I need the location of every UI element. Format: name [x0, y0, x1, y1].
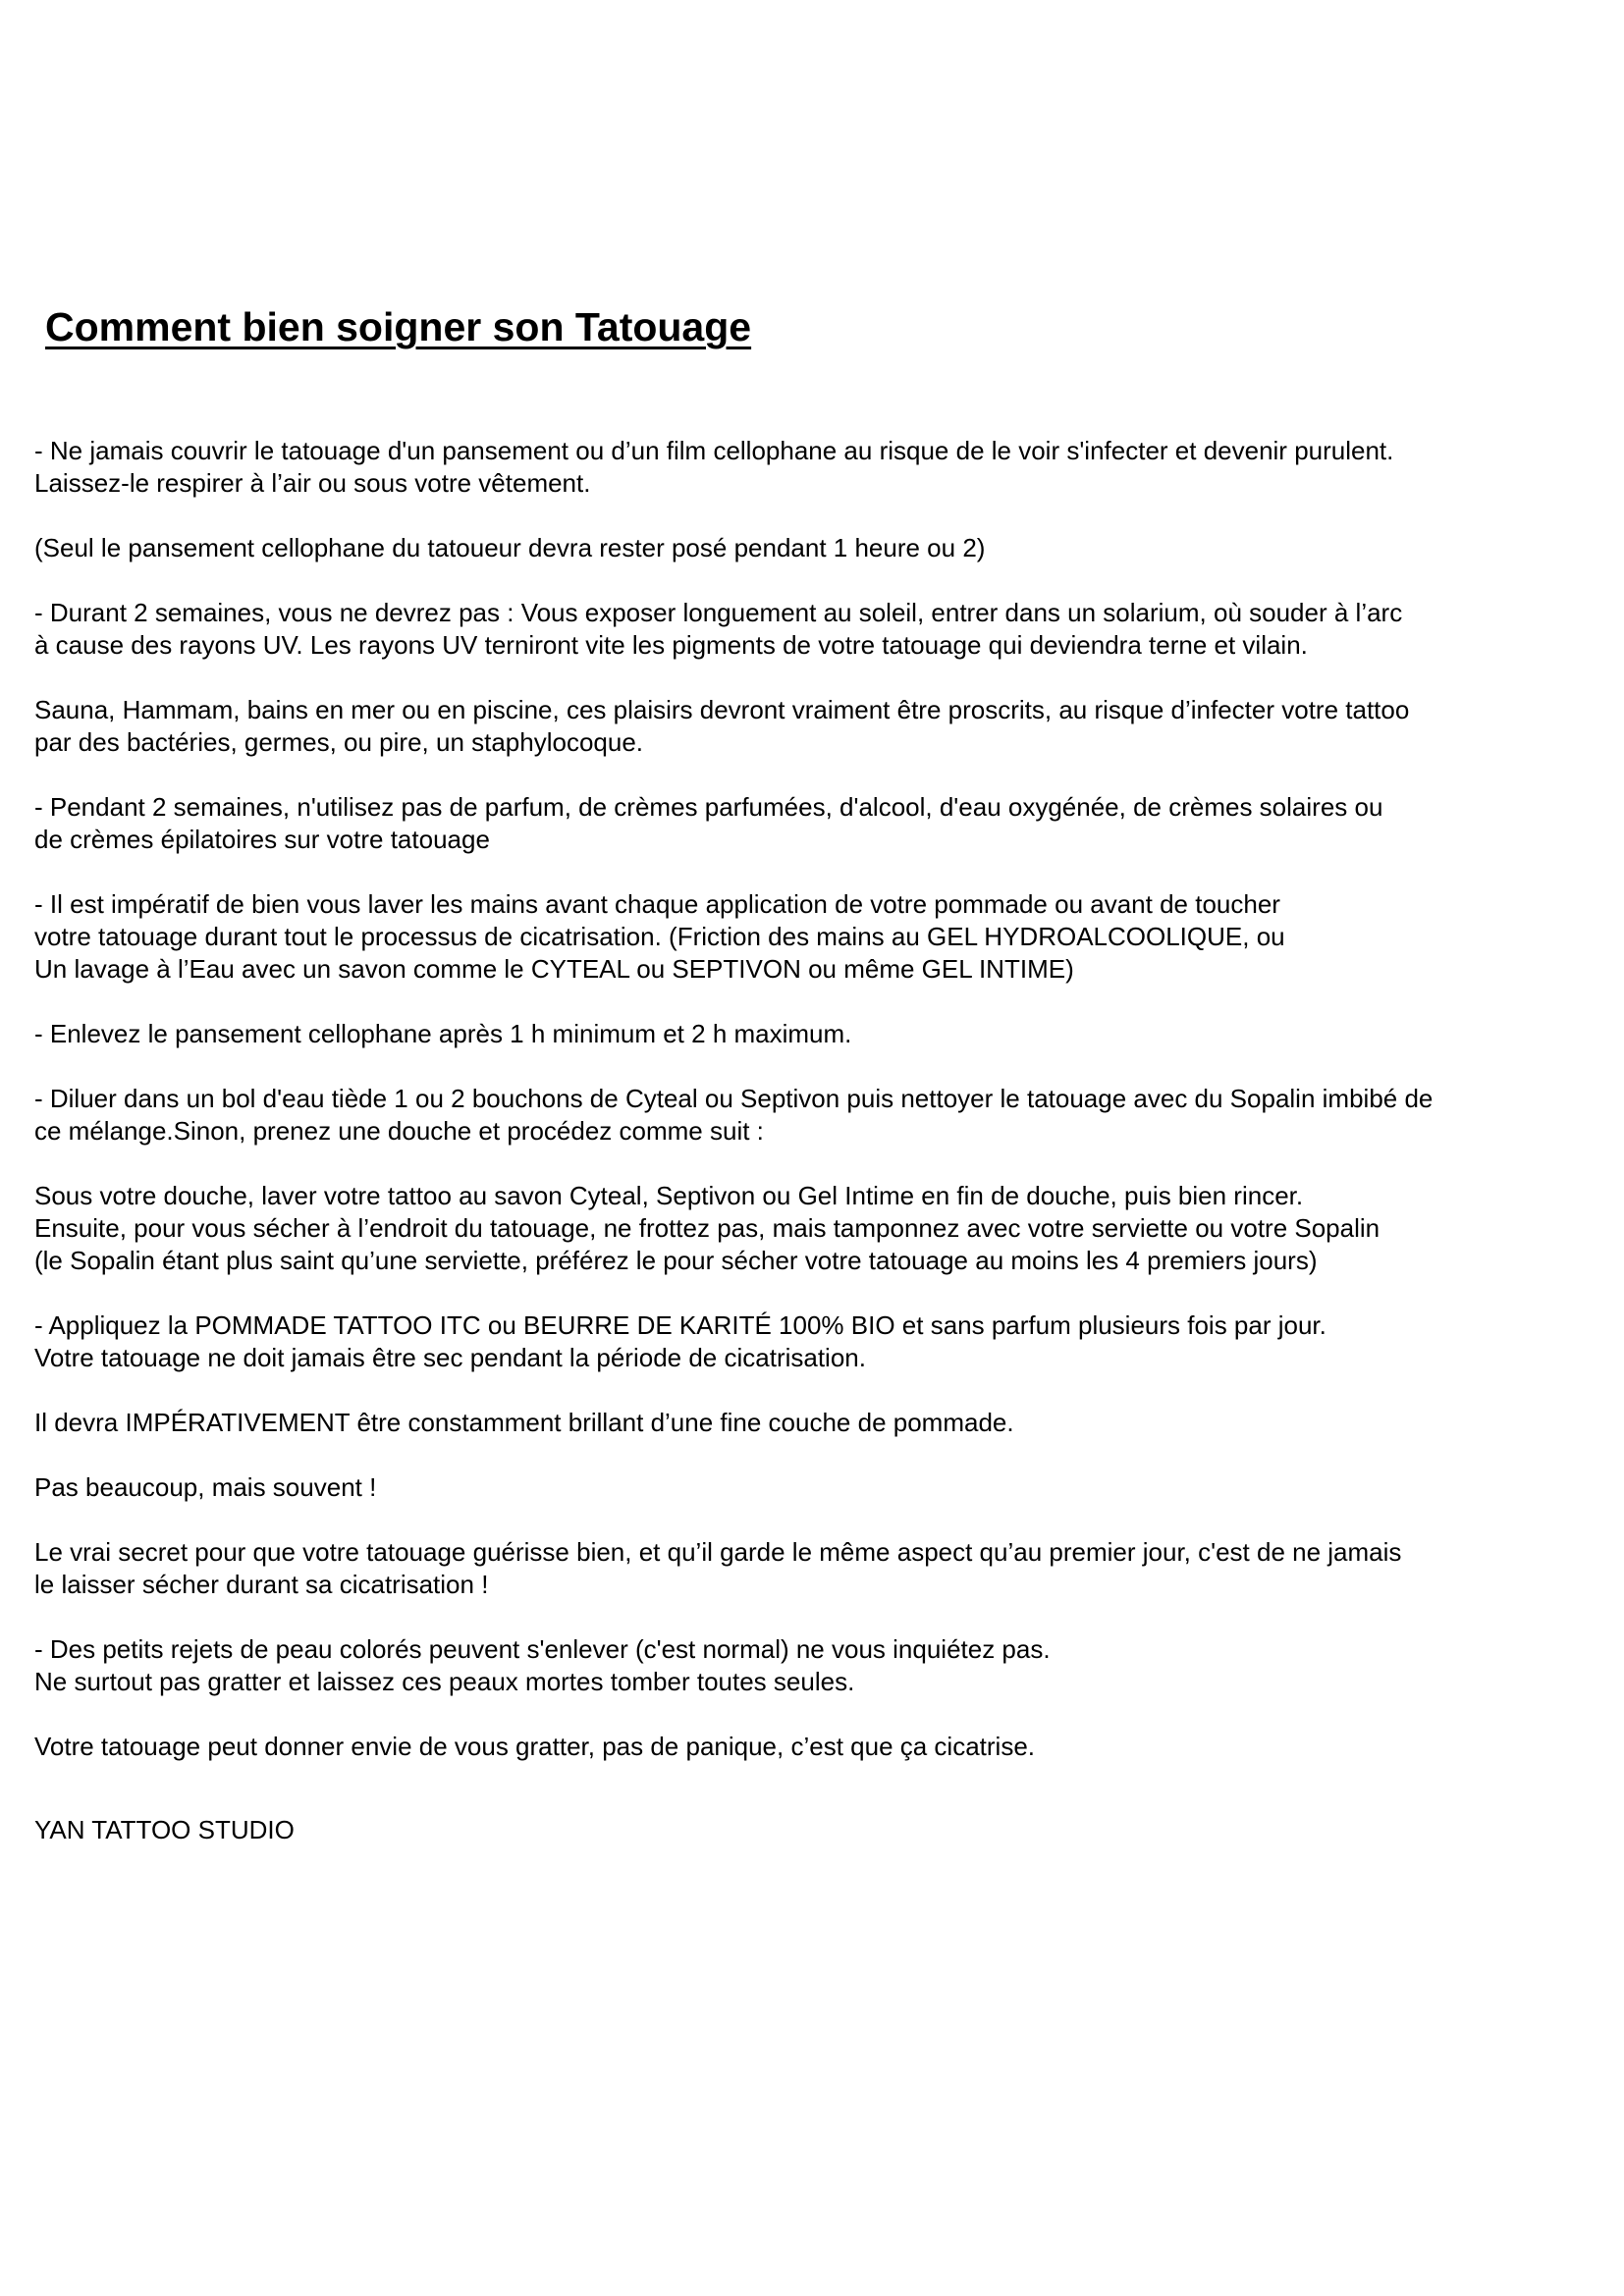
paragraph-dilute-clean: [34, 1083, 1605, 1148]
paragraph-line: Sous votre douche, laver votre tattoo au savon Cyteal, Septivon ou Gel Intime en fin de douche, puis bien rincer.: [34, 1181, 1304, 1210]
paragraph-line: (Seul le pansement cellophane du tatoueur devra rester posé pendant 1 heure ou 2): [34, 533, 986, 562]
paragraph-line: (le Sopalin étant plus saint qu’une serviette, préférez le pour sécher votre tatouage au moins les 4 premiers jours): [34, 1246, 1318, 1275]
paragraph-no-perfume: [34, 791, 1605, 856]
paragraph-line: Laissez-le respirer à l’air ou sous votre vêtement.: [34, 468, 591, 498]
paragraph-line: - Il est impératif de bien vous laver les mains avant chaque application de votre pommade ou avant de toucher: [34, 889, 1280, 919]
paragraph-often: [34, 1471, 1605, 1504]
paragraph-line: Ne surtout pas gratter et laissez ces peaux mortes tomber toutes seules.: [34, 1667, 855, 1696]
paragraph-apply-ointment: [34, 1309, 1605, 1374]
paragraph-line: le laisser sécher durant sa cicatrisation !: [34, 1570, 489, 1599]
paragraph-shower: [34, 1180, 1605, 1277]
paragraph-line: Ensuite, pour vous sécher à l’endroit du tatouage, ne frottez pas, mais tamponnez avec votre serviette ou votre Sopalin: [34, 1213, 1380, 1243]
paragraph-line: votre tatouage durant tout le processus de cicatrisation. (Friction des mains au GEL HYDROALCOOLIQUE, ou: [34, 922, 1285, 951]
paragraph-line: Votre tatouage ne doit jamais être sec pendant la période de cicatrisation.: [34, 1343, 866, 1372]
paragraph-line: Pas beaucoup, mais souvent !: [34, 1472, 377, 1502]
paragraph-line: - Appliquez la POMMADE TATTOO ITC ou BEURRE DE KARITÉ 100% BIO et sans parfum plusieurs fois par jour.: [34, 1310, 1326, 1340]
paragraph-line: Il devra IMPÉRATIVEMENT être constamment brillant d’une fine couche de pommade.: [34, 1408, 1014, 1437]
paragraph-line: - Durant 2 semaines, vous ne devrez pas : Vous exposer longuement au soleil, entrer dans un solarium, où souder à l’arc: [34, 598, 1403, 627]
paragraph-line: - Diluer dans un bol d'eau tiède 1 ou 2 bouchons de Cyteal ou Septivon puis nettoyer le tatouage avec du Sopalin imbibé de: [34, 1084, 1434, 1113]
paragraph-line: - Enlevez le pansement cellophane après 1 h minimum et 2 h maximum.: [34, 1019, 852, 1048]
paragraph-remove-bandage: [34, 1018, 1605, 1050]
paragraph-secret: [34, 1536, 1605, 1601]
paragraph-line: à cause des rayons UV. Les rayons UV terniront vite les pigments de votre tatouage qui deviendra terne et vilain.: [34, 630, 1308, 660]
document-body: [34, 435, 1605, 1879]
paragraph-line: Le vrai secret pour que votre tatouage guérisse bien, et qu’il garde le même aspect qu’au premier jour, c'est de ne jamais: [34, 1537, 1402, 1567]
paragraph-itching: [34, 1731, 1605, 1763]
paragraph-shiny-layer: [34, 1407, 1605, 1439]
page-title: Comment bien soigner son Tatouage: [45, 304, 752, 349]
paragraph-skin-flakes: [34, 1633, 1605, 1698]
paragraph-line: - Pendant 2 semaines, n'utilisez pas de parfum, de crèmes parfumées, d'alcool, d'eau oxygénée, de crèmes solaires ou: [34, 792, 1383, 822]
paragraph-line: ce mélange.Sinon, prenez une douche et procédez comme suit :: [34, 1116, 764, 1146]
paragraph-line: Sauna, Hammam, bains en mer ou en piscine, ces plaisirs devront vraiment être proscrits, au risque d’infecter votre tattoo: [34, 695, 1410, 724]
paragraph-line: Votre tatouage peut donner envie de vous gratter, pas de panique, c’est que ça cicatrise.: [34, 1732, 1036, 1761]
paragraph-uv-exposure: [34, 597, 1605, 662]
paragraph-line: - Ne jamais couvrir le tatouage d'un pansement ou d’un film cellophane au risque de le voir s'infecter et devenir purulent.: [34, 436, 1394, 465]
paragraph-wash-hands: [34, 888, 1605, 986]
paragraph-line: - Des petits rejets de peau colorés peuvent s'enlever (c'est normal) ne vous inquiétez pas.: [34, 1634, 1051, 1664]
paragraph-line: Un lavage à l’Eau avec un savon comme le CYTEAL ou SEPTIVON ou même GEL INTIME): [34, 954, 1074, 984]
paragraph-no-bandage: [34, 435, 1605, 500]
paragraph-sauna-bath: [34, 694, 1605, 759]
paragraph-line: de crèmes épilatoires sur votre tatouage: [34, 825, 490, 854]
paragraph-cellophane-note: [34, 532, 1605, 564]
studio-signature: YAN TATTOO STUDIO: [34, 1815, 295, 1844]
paragraph-line: par des bactéries, germes, ou pire, un staphylocoque.: [34, 727, 644, 757]
